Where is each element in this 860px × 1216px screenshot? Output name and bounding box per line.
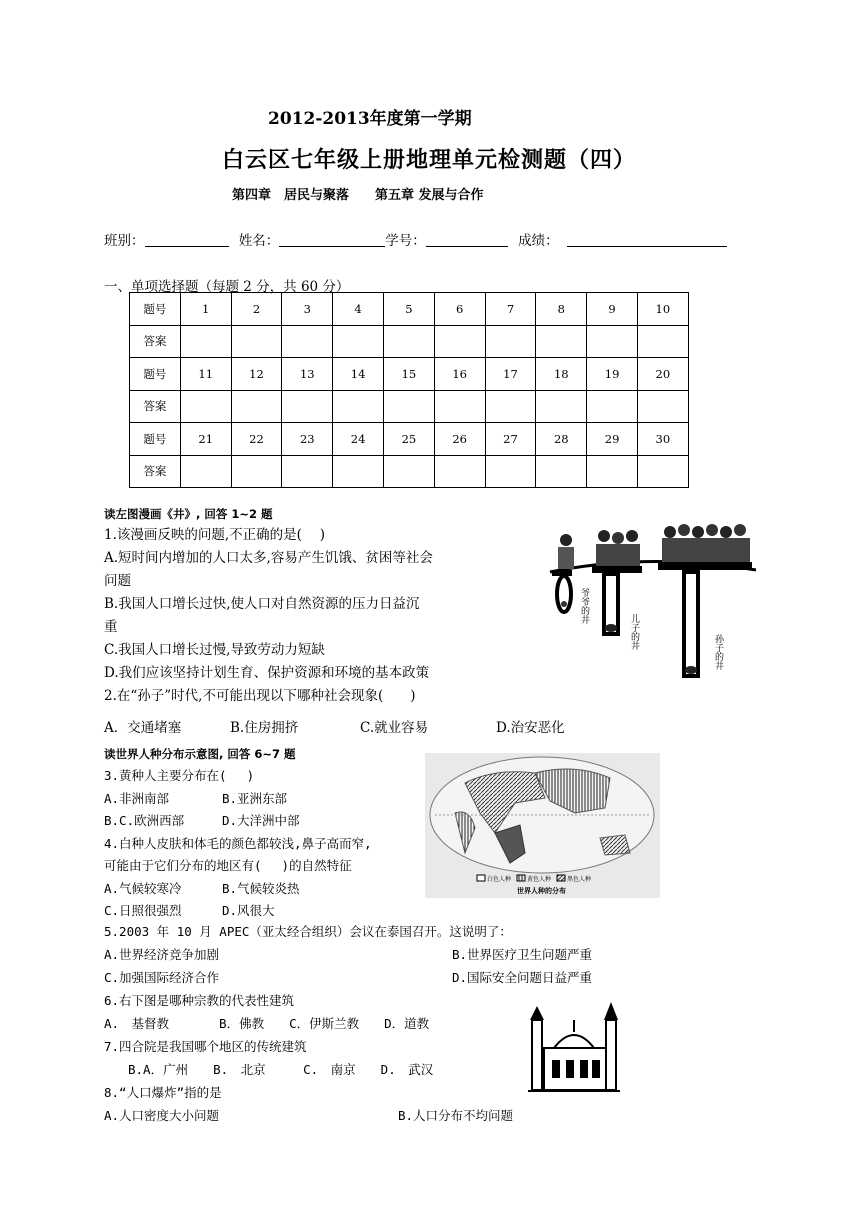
map-legend-white: 白色人种 — [487, 876, 512, 883]
option-1b: B.我国人口增长过快,使人口对自然资源的压力日益沉 — [104, 596, 420, 612]
q-number-cell: 5 — [383, 293, 434, 326]
answer-cell[interactable] — [536, 325, 587, 358]
group2-heading: 读世界人种分布示意图, 回答 6~7 题 — [104, 747, 296, 761]
group1-heading: 读左图漫画《井》, 回答 1~2 题 — [104, 507, 273, 521]
q-label-cell: 题号 — [130, 423, 181, 456]
class-blank[interactable] — [145, 232, 229, 247]
a-label-cell: 答案 — [130, 390, 181, 423]
answer-cell[interactable] — [383, 325, 434, 358]
answer-cell[interactable] — [637, 390, 688, 423]
question-1-block — [104, 524, 484, 708]
answer-cell[interactable] — [434, 325, 485, 358]
question-7: 7.四合院是我国哪个地区的传统建筑 — [104, 1039, 307, 1054]
q-number-cell: 23 — [282, 423, 333, 456]
cartoon-label-grandson: 孙子的井 — [713, 634, 723, 670]
table-row — [130, 325, 689, 358]
option-5d: D.国际安全问题日益严重 — [452, 970, 593, 985]
question-6-options: A. 基督教 B．佛教 C．伊斯兰教 D．道教 — [104, 1016, 430, 1031]
q-number-cell: 29 — [587, 423, 638, 456]
q-number-cell: 9 — [587, 293, 638, 326]
map-legend-yellow: 黄色人种 — [527, 876, 552, 883]
answer-cell[interactable] — [180, 390, 231, 423]
answer-cell[interactable] — [282, 390, 333, 423]
answer-cell[interactable] — [282, 455, 333, 488]
score-label: 成绩： — [518, 233, 559, 249]
q-label-cell: 题号 — [130, 358, 181, 391]
option-5b: B.世界医疗卫生问题严重 — [452, 947, 593, 962]
cartoon-label-grandpa: 爷爷的井 — [579, 588, 589, 624]
question-5-block — [104, 921, 624, 944]
question-2-options — [104, 717, 624, 740]
q-label-cell: 题号 — [130, 293, 181, 326]
option-8a: A.人口密度大小问题 — [104, 1108, 220, 1123]
id-label: 学号： — [385, 233, 426, 249]
class-label: 班别： — [104, 233, 145, 249]
answer-cell[interactable] — [536, 455, 587, 488]
q-number-cell: 8 — [536, 293, 587, 326]
q-number-cell: 7 — [485, 293, 536, 326]
q-number-cell: 15 — [383, 358, 434, 391]
answer-cell[interactable] — [231, 455, 282, 488]
answer-cell[interactable] — [587, 390, 638, 423]
answer-cell[interactable] — [637, 325, 688, 358]
option-3c: B.C.欧洲西部 — [104, 813, 185, 828]
q3-options-row-2 — [104, 810, 434, 833]
table-row — [130, 390, 689, 423]
question-7-options: B.A．广州 B. 北京 C. 南京 D. 武汉 — [128, 1062, 434, 1077]
option-1a-cont: 问题 — [104, 573, 131, 589]
option-4c: C.日照很强烈 — [104, 903, 182, 918]
q-number-cell: 22 — [231, 423, 282, 456]
answer-cell[interactable] — [485, 390, 536, 423]
option-4b: B.气候较炎热 — [222, 880, 300, 896]
section-heading: 一、单项选择题（每题 2 分，共 60 分） — [104, 279, 350, 295]
q-number-cell: 13 — [282, 358, 333, 391]
answer-cell[interactable] — [231, 390, 282, 423]
q-number-cell: 3 — [282, 293, 333, 326]
q-number-cell: 18 — [536, 358, 587, 391]
world-race-map-image — [425, 753, 660, 898]
q-number-cell: 27 — [485, 423, 536, 456]
table-row — [130, 293, 689, 326]
page-title: 白云区七年级上册地理单元检测题（四） — [222, 147, 637, 173]
map-caption: 世界人种的分布 — [517, 887, 566, 895]
question-3-4-block — [104, 765, 434, 923]
chapter-subtitle: 第四章 居民与聚落 第五章 发展与合作 — [232, 188, 484, 203]
question-4-cont: 可能由于它们分布的地区有( )的自然特征 — [104, 858, 352, 873]
table-row — [130, 455, 689, 488]
q-number-cell: 21 — [180, 423, 231, 456]
name-blank[interactable] — [279, 232, 385, 247]
answer-table — [129, 292, 689, 488]
question-4: 4.白种人皮肤和体毛的颜色都较浅,鼻子高而窄, — [104, 835, 372, 851]
a-label-cell: 答案 — [130, 325, 181, 358]
answer-cell[interactable] — [383, 390, 434, 423]
q-number-cell: 28 — [536, 423, 587, 456]
option-2b: B.住房拥挤 — [230, 720, 299, 736]
well-cartoon-image — [548, 522, 758, 697]
q-number-cell: 10 — [637, 293, 688, 326]
answer-cell[interactable] — [231, 325, 282, 358]
q-number-cell: 20 — [637, 358, 688, 391]
option-1d: D.我们应该坚持计划生育、保护资源和环境的基本政策 — [104, 665, 430, 681]
question-6: 6.右下图是哪种宗教的代表性建筑 — [104, 993, 295, 1008]
q-number-cell: 19 — [587, 358, 638, 391]
q-number-cell: 2 — [231, 293, 282, 326]
option-4d: D.风很大 — [222, 903, 275, 918]
name-label: 姓名： — [238, 233, 280, 249]
student-info-line — [104, 229, 727, 249]
question-2: 2.在“孙子”时代,不可能出现以下哪种社会现象( ) — [104, 688, 416, 704]
answer-cell[interactable] — [333, 325, 384, 358]
option-1b-cont: 重 — [104, 619, 118, 635]
answer-cell[interactable] — [587, 455, 638, 488]
option-5c: C.加强国际经济合作 — [104, 970, 220, 985]
q-number-cell: 12 — [231, 358, 282, 391]
q-number-cell: 1 — [180, 293, 231, 326]
answer-cell[interactable] — [434, 455, 485, 488]
q-number-cell: 4 — [333, 293, 384, 326]
option-3b: B.亚洲东部 — [222, 790, 288, 806]
q-number-cell: 30 — [637, 423, 688, 456]
q-number-cell: 17 — [485, 358, 536, 391]
option-4a: A.气候较寒冷 — [104, 880, 182, 896]
table-row — [130, 358, 689, 391]
question-3: 3.黄种人主要分布在( ) — [104, 768, 255, 783]
answer-cell[interactable] — [485, 455, 536, 488]
table-row — [130, 423, 689, 456]
option-2d: D.治安恶化 — [496, 720, 565, 736]
option-5a: A.世界经济竞争加剧 — [104, 947, 220, 962]
answer-cell[interactable] — [333, 455, 384, 488]
option-3a: A.非洲南部 — [104, 790, 170, 806]
q-number-cell: 25 — [383, 423, 434, 456]
option-1c: C.我国人口增长过慢,导致劳动力短缺 — [104, 642, 325, 658]
option-2c: C.就业容易 — [360, 720, 429, 736]
q-number-cell: 6 — [434, 293, 485, 326]
option-8b: B.人口分布不均问题 — [398, 1108, 514, 1123]
q4-options-row-2 — [104, 900, 434, 923]
cartoon-label-son: 儿子的井 — [629, 614, 639, 650]
q-number-cell: 14 — [333, 358, 384, 391]
q3-options-row-1 — [104, 788, 434, 811]
answer-cell[interactable] — [282, 325, 333, 358]
question-1: 1.该漫画反映的问题,不正确的是( ) — [104, 527, 325, 543]
year-line: 2012-2013年度第一学期 — [268, 109, 472, 129]
answer-cell[interactable] — [383, 455, 434, 488]
score-blank[interactable] — [567, 232, 727, 247]
q-number-cell: 16 — [434, 358, 485, 391]
question-8: 8.“人口爆炸”指的是 — [104, 1085, 222, 1100]
mosque-image — [524, 998, 624, 1098]
answer-cell[interactable] — [587, 325, 638, 358]
question-5: 5.2003 年 10 月 APEC（亚太经合组织）会议在泰国召开。这说明了： — [104, 924, 512, 939]
answer-cell[interactable] — [434, 390, 485, 423]
q-number-cell: 24 — [333, 423, 384, 456]
map-legend-black: 黑色人种 — [567, 876, 592, 883]
q-number-cell: 26 — [434, 423, 485, 456]
answer-cell[interactable] — [637, 455, 688, 488]
option-2a: A．交通堵塞 — [104, 720, 182, 736]
answer-cell[interactable] — [536, 390, 587, 423]
option-3d: D.大洋洲中部 — [222, 813, 300, 828]
q-number-cell: 11 — [180, 358, 231, 391]
option-1a: A.短时间内增加的人口太多,容易产生饥饿、贫困等社会 — [104, 550, 433, 566]
answer-cell[interactable] — [180, 325, 231, 358]
answer-cell[interactable] — [180, 455, 231, 488]
answer-cell[interactable] — [333, 390, 384, 423]
q4-options-row-1 — [104, 878, 434, 901]
a-label-cell: 答案 — [130, 455, 181, 488]
id-blank[interactable] — [426, 232, 508, 247]
answer-cell[interactable] — [485, 325, 536, 358]
